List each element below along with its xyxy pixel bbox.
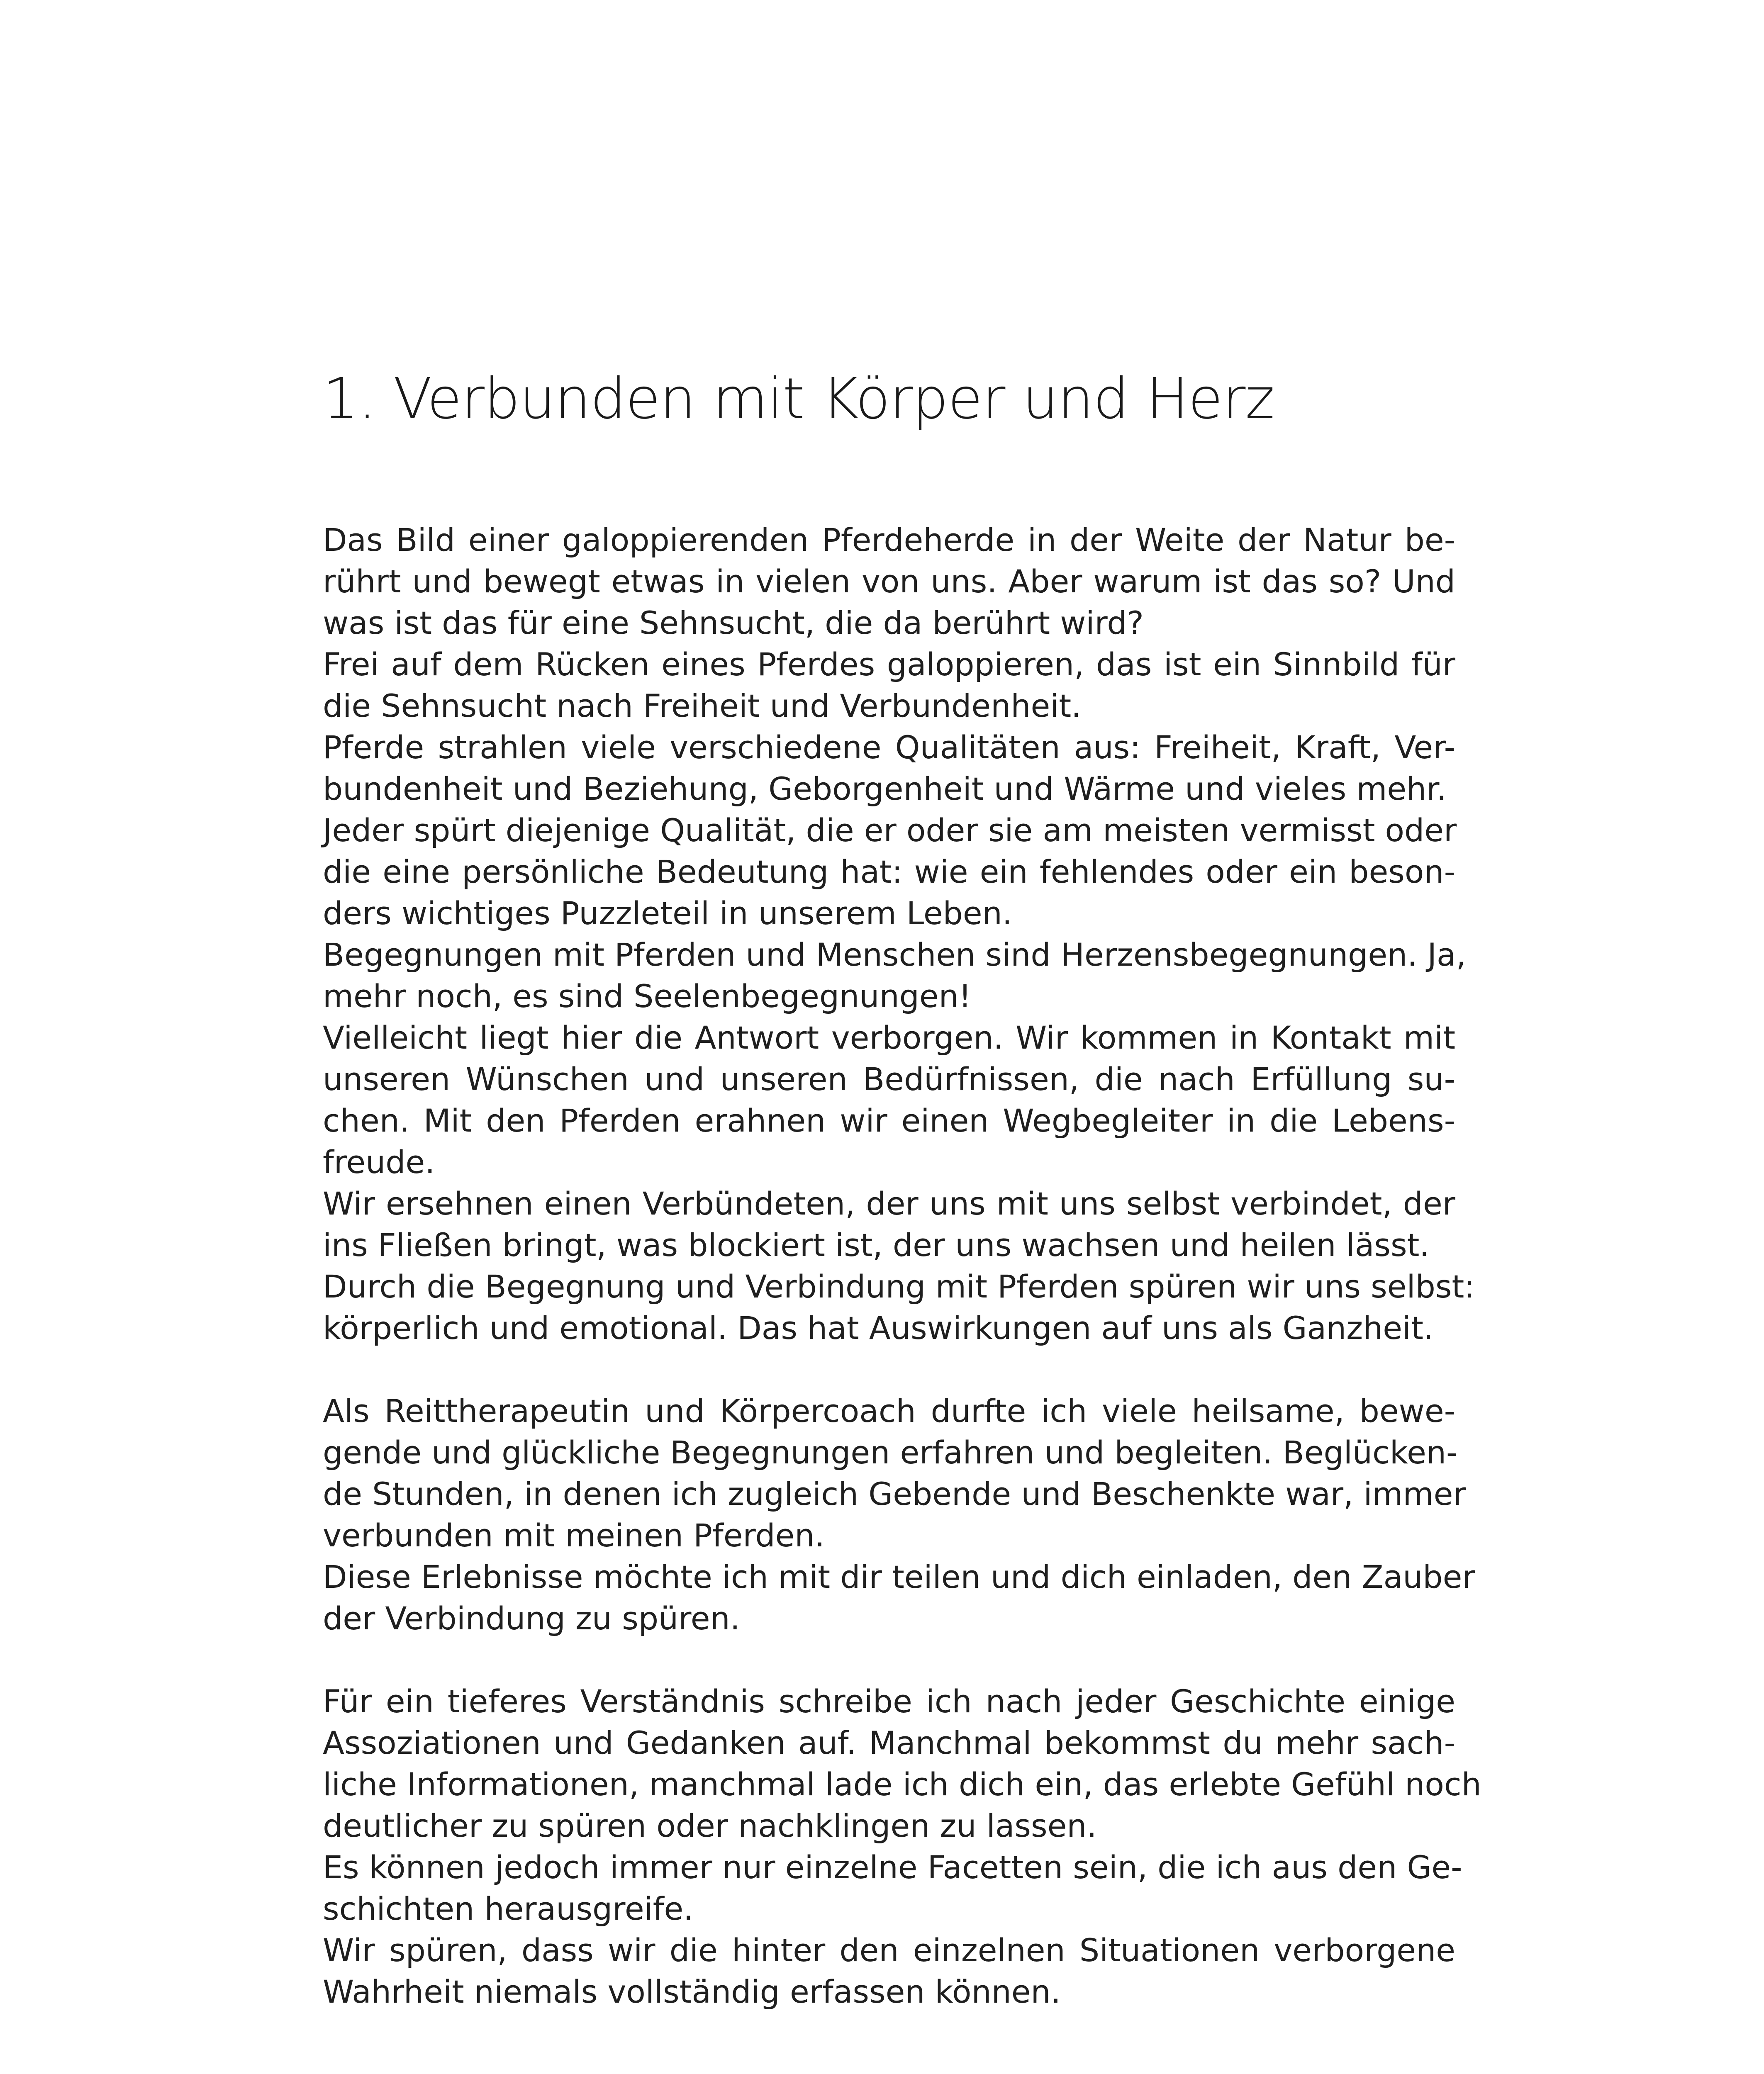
text-line: Als Reittherapeutin und Körpercoach durfte ich viele heilsame, bewe-	[323, 1392, 1455, 1429]
text-line: Das Bild einer galoppierenden Pferdeherde in der Weite der Natur be-	[323, 521, 1455, 558]
text-line: Diese Erlebnisse möchte ich mit dir teilen und dich einladen, den Zauber	[323, 1558, 1475, 1595]
text-line: Assoziationen und Gedanken auf. Manchmal bekommst du mehr sach-	[323, 1724, 1455, 1761]
chapter-heading: 1. Verbunden mit Körper und Herz	[323, 366, 1274, 432]
text-line: Für ein tieferes Verständnis schreibe ich nach jeder Geschichte einige	[323, 1683, 1455, 1720]
text-line: der Verbindung zu spüren.	[323, 1600, 740, 1637]
text-line: körperlich und emotional. Das hat Auswirkungen auf uns als Ganzheit.	[323, 1310, 1434, 1346]
text-line: ders wichtiges Puzzleteil in unserem Leben.	[323, 895, 1012, 932]
text-line: Durch die Begegnung und Verbindung mit Pferden spüren wir uns selbst:	[323, 1268, 1475, 1305]
text-line: unseren Wünschen und unseren Bedürfnissen, die nach Erfüllung su-	[323, 1061, 1455, 1098]
text-line: ins Fließen bringt, was blockiert ist, der uns wachsen und heilen lässt.	[323, 1227, 1430, 1263]
text-line: was ist das für eine Sehnsucht, die da berührt wird?	[323, 604, 1144, 641]
text-line: Wir spüren, dass wir die hinter den einzelnen Situationen verborgene	[323, 1932, 1455, 1969]
text-line: Pferde strahlen viele verschiedene Qualitäten aus: Freiheit, Kraft, Ver-	[323, 729, 1455, 766]
text-line: deutlicher zu spüren oder nachklingen zu lassen.	[323, 1807, 1097, 1844]
text-line: de Stunden, in denen ich zugleich Gebende und Beschenkte war, immer	[323, 1475, 1466, 1512]
text-line: Jeder spürt diejenige Qualität, die er oder sie am meisten vermisst oder	[323, 812, 1457, 849]
text-line: rührt und bewegt etwas in vielen von uns. Aber warum ist das so? Und	[323, 563, 1455, 600]
text-line: die Sehnsucht nach Freiheit und Verbundenheit.	[323, 687, 1082, 724]
paragraph-block-3	[323, 1681, 1481, 2013]
text-line: Wahrheit niemals vollständig erfassen können.	[323, 1973, 1061, 2010]
chapter-body	[323, 519, 1481, 2013]
text-line: Vielleicht liegt hier die Antwort verborgen. Wir kommen in Kontakt mit	[323, 1019, 1455, 1056]
text-line: liche Informationen, manchmal lade ich dich ein, das erlebte Gefühl noch	[323, 1766, 1481, 1803]
text-line: mehr noch, es sind Seelenbegegnungen!	[323, 978, 972, 1015]
text-line: Es können jedoch immer nur einzelne Facetten sein, die ich aus den Ge-	[323, 1849, 1462, 1886]
paragraph-spacer	[323, 1639, 1455, 1681]
text-line: Frei auf dem Rücken eines Pferdes galoppieren, das ist ein Sinnbild für	[323, 646, 1455, 683]
paragraph-spacer	[323, 1349, 1455, 1390]
text-line: verbunden mit meinen Pferden.	[323, 1517, 825, 1554]
text-line: freude.	[323, 1144, 435, 1181]
paragraph-block-1	[323, 519, 1475, 1349]
paragraph-block-2	[323, 1390, 1475, 1639]
text-line: schichten herausgreife.	[323, 1890, 694, 1927]
text-line: bundenheit und Beziehung, Geborgenheit und Wärme und vieles mehr.	[323, 770, 1447, 807]
text-line: Begegnungen mit Pferden und Menschen sind Herzensbegegnungen. Ja,	[323, 936, 1466, 973]
text-line: gende und glückliche Begegnungen erfahren und begleiten. Beglücken-	[323, 1434, 1458, 1471]
text-line: Wir ersehnen einen Verbündeten, der uns mit uns selbst verbindet, der	[323, 1185, 1455, 1222]
text-line: die eine persönliche Bedeutung hat: wie ein fehlendes oder ein beson-	[323, 853, 1455, 890]
text-line: chen. Mit den Pferden erahnen wir einen Wegbegleiter in die Lebens-	[323, 1102, 1455, 1139]
